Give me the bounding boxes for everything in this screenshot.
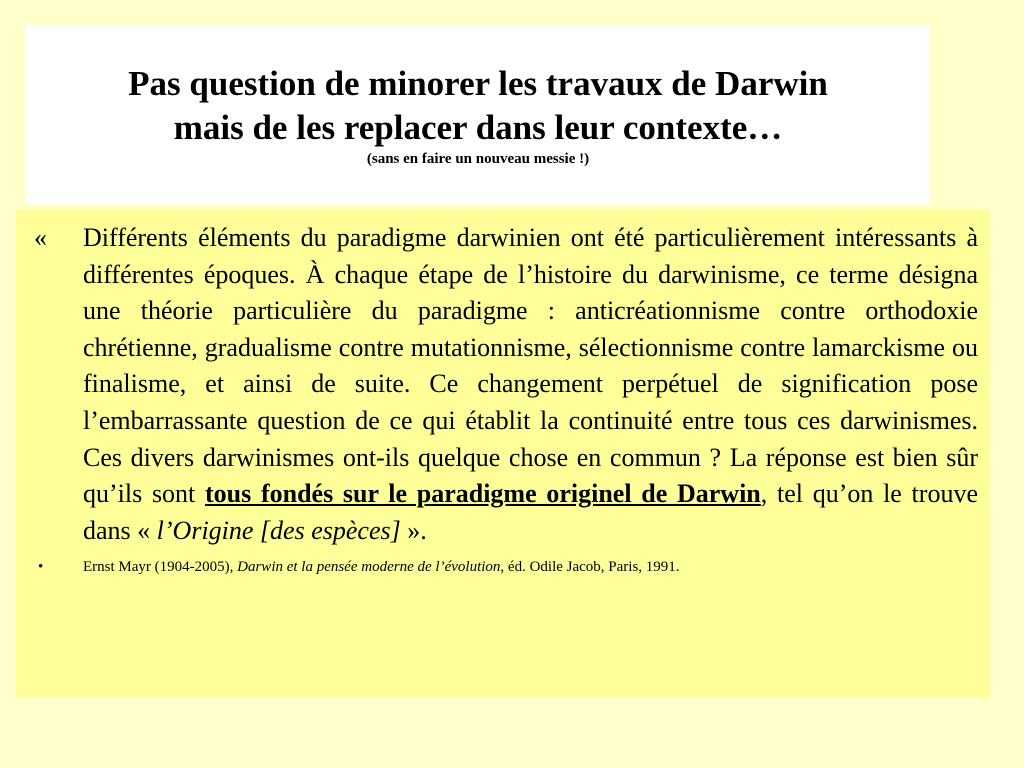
- bullet-icon: •: [38, 559, 44, 576]
- title-line-2: mais de les replacer dans leur contexte…: [173, 108, 783, 147]
- reference-author: Ernst Mayr (1904-2005),: [83, 559, 238, 576]
- quote-text-part1: Différents éléments du paradigme darwinien ont été particulièrement intéressants à différentes époques. À chaque étape de l’histoire du darwinisme, ce terme désigna une théorie particulière du paradigme : anticréationnisme contre orthodoxie chrétienne, gradualisme contre mutationnisme, sélectionnisme contre lamarckisme ou finalisme, et ainsi de suite. Ce changement perpétuel de signification pose l’embarrassante question de ce qui établit la continuité entre tous ces darwinismes. Ces divers darwinismes ont-ils quelque chose en commun ? La réponse est bien sûr qu’ils sont: [83, 223, 978, 509]
- reference-work: Darwin et la pensée moderne de l’évolution: [237, 559, 501, 576]
- quote-open-mark: «: [34, 223, 47, 252]
- content-box: [16, 210, 990, 698]
- quote-emphasis: tous fondés sur le paradigme originel de Darwin: [205, 479, 761, 509]
- quote-paragraph: [34, 220, 978, 549]
- quote-book-title: l’Origine [des espèces]: [156, 515, 401, 545]
- title-line-1: Pas question de minorer les travaux de Darwin: [128, 64, 828, 103]
- title-box: [26, 26, 930, 204]
- reference-item: [34, 557, 978, 577]
- reference-publisher: , éd. Odile Jacob, Paris, 1991.: [500, 559, 680, 576]
- subtitle: (sans en faire un nouveau messie !): [366, 151, 590, 167]
- quote-text-part3: ».: [400, 515, 427, 545]
- quote-text-part2: , tel qu’on le trouve dans «: [83, 479, 978, 545]
